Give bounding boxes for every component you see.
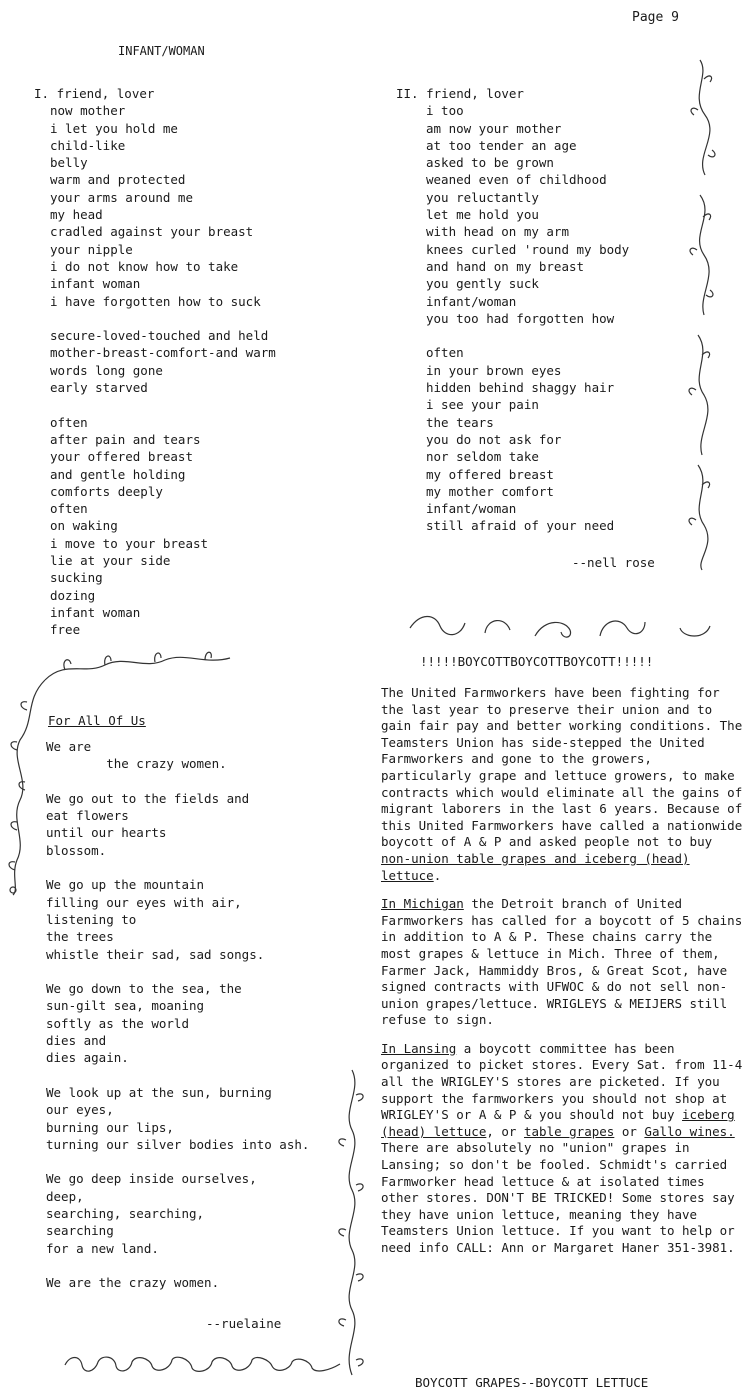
vine-decoration-right-icon (690, 55, 730, 575)
poem-for-all-of-us-line: eat flowers (46, 808, 129, 824)
poem-part-two-line: hidden behind shaggy hair (426, 380, 615, 396)
poem-part-one-line: after pain and tears (50, 431, 201, 447)
boycott-p3-underline-2: iceberg (head) lettuce (381, 1107, 735, 1139)
poem-for-all-of-us-line: We go out to the fields and (46, 790, 250, 806)
poem-part-one-line: i do not know how to take (50, 258, 239, 274)
poem-part-one-line: i move to your breast (50, 535, 209, 551)
poem-for-all-of-us-line (46, 1067, 309, 1084)
poem-part-one-line: your nipple (50, 241, 133, 257)
vine-decoration-middle-icon (338, 1065, 368, 1385)
boycott-p3-underline: In Lansing (381, 1040, 457, 1056)
poem-for-all-of-us-line: filling our eyes with air, (46, 894, 242, 910)
poem-part-one-line: words long gone (50, 362, 163, 378)
poem-for-all-of-us-line: whistle their sad, sad songs. (46, 946, 265, 962)
poem-part-one-line: comforts deeply (50, 483, 163, 499)
poem-part-one-line: secure-loved-touched and held (50, 328, 269, 344)
poem-part-two-line: i see your pain (426, 397, 539, 413)
poem-part-two-line: knees curled 'round my body (426, 241, 630, 257)
poem-part-one-line: belly (50, 155, 88, 171)
poem-part-one-line: cradled against your breast (50, 224, 254, 240)
poem-part-two-line: nor seldom take (426, 449, 539, 465)
poem-part-one-line: and gentle holding (50, 466, 186, 482)
poem-part-two-line: am now your mother (426, 120, 562, 136)
poem-for-all-of-us (46, 738, 309, 1292)
boycott-paragraph-3 (381, 1041, 743, 1257)
poem-part-two-line: II. friend, lover (396, 86, 524, 101)
poem-author-nell-rose: --nell rose (572, 555, 655, 570)
poem-part-one-line (34, 310, 276, 327)
poem-part-two-line: infant/woman (426, 293, 517, 309)
poem-for-all-of-us-line: burning our lips, (46, 1119, 174, 1135)
boycott-p1-end: . (433, 867, 442, 883)
poem-part-one-line: now mother (50, 103, 126, 119)
poem-part-two-line: my mother comfort (426, 483, 554, 499)
poem-for-all-of-us-line: We go deep inside ourselves, (46, 1171, 257, 1187)
boycott-p3-underline-3: table grapes (524, 1123, 615, 1139)
boycott-p1-underline: non-union table grapes and iceberg (head) lettuce (381, 850, 690, 883)
poem-part-one (34, 85, 276, 639)
poem-for-all-of-us-line: searching, searching, (46, 1206, 205, 1222)
boycott-p1-text: The United Farmworkers have been fighting for the last year to preserve their union and to gain fair pay and better working conditions. The Teamsters Union has side-stepped the United Farmworkers and gone to the growers, particularly grape and lettuce growers, to make contracts which would eliminate all the gains of migrant laborers in the last 6 years. Because of this United Farmworkers have called a nationwide boycott of A & P and asked people not to buy (381, 685, 743, 850)
poem-for-all-of-us-line: the crazy women. (46, 756, 227, 772)
poem-part-two-line: i too (426, 103, 464, 119)
poem-part-two-line: weaned even of childhood (426, 172, 607, 188)
poem-for-all-of-us-line (46, 1153, 309, 1170)
poem-for-all-of-us-line: dies again. (46, 1050, 129, 1066)
poem-for-all-of-us-line (46, 773, 309, 790)
poem-for-all-of-us-line: We go down to the sea, the (46, 981, 242, 997)
boycott-p3-text-a: a boycott committee has been organized to picket stores. Every Sat. from 11-4 all the WRIGLEY'S stores are picketed. If you support the farmworkers you should not shop at WRIGLEY'S or A & P & you should not buy (381, 1040, 743, 1123)
poem-part-two-line (396, 327, 629, 344)
swirl-divider-icon (405, 608, 735, 648)
poem-part-one-line: infant woman (50, 604, 141, 620)
poem-for-all-of-us-line: turning our silver bodies into ash. (46, 1136, 310, 1152)
poem-for-all-of-us-line: our eyes, (46, 1102, 114, 1118)
poem-part-two-line: and hand on my breast (426, 258, 585, 274)
poem-part-two-line: at too tender an age (426, 137, 577, 153)
boycott-footer: BOYCOTT GRAPES--BOYCOTT LETTUCE (415, 1375, 649, 1390)
page-number: Page 9 (632, 10, 679, 25)
boycott-heading: !!!!!BOYCOTTBOYCOTTBOYCOTT!!!!! (420, 654, 654, 669)
poem-part-two-line: the tears (426, 414, 494, 430)
poem-part-one-line: child-like (50, 137, 126, 153)
poem-for-all-of-us-line: searching (46, 1223, 114, 1239)
poem-for-all-of-us-line: until our hearts (46, 825, 167, 841)
poem-part-two (396, 85, 629, 535)
poem-part-two-line: you reluctantly (426, 189, 539, 205)
poem-for-all-of-us-line: We go up the mountain (46, 877, 205, 893)
poem-part-two-line: in your brown eyes (426, 362, 562, 378)
poem-part-two-line: still afraid of your need (426, 518, 615, 534)
poem-part-one-line: mother-breast-comfort-and warm (50, 345, 276, 361)
poem-for-all-of-us-line: blossom. (46, 842, 107, 858)
poem-part-one-line: i have forgotten how to suck (50, 293, 261, 309)
poem-part-two-line: often (426, 345, 464, 361)
poem-part-two-line: you do not ask for (426, 431, 562, 447)
boycott-p3-text-c: or (614, 1123, 645, 1139)
boycott-p3-text-b: , or (486, 1123, 524, 1139)
poem-part-one-line: i let you hold me (50, 120, 178, 136)
poem-for-all-of-us-line: dies and (46, 1033, 107, 1049)
poem-part-one-line: often (50, 414, 88, 430)
boycott-p3-text-d: There are absolutely no "union" grapes in Lansing; so don't be fooled. Schmidt's carried Farmworker head lettuce & at isolated times other stores. DON'T BE TRICKED! Some stores say they have union lettuce, meaning they have Teamsters Union lettuce. If you want to help or need info CALL: Ann or Margaret Haner 351-3981. (381, 1140, 735, 1255)
poem-part-two-line: you too had forgotten how (426, 310, 615, 326)
poem-for-all-of-us-line: We are (46, 739, 92, 754)
boycott-article (381, 685, 743, 1269)
poem-for-all-of-us-line (46, 859, 309, 876)
poem-for-all-of-us-line: the trees (46, 929, 114, 945)
poem-part-one-line: my head (50, 207, 103, 223)
poem-for-all-of-us-line: deep, (46, 1188, 84, 1204)
poem-for-all-of-us-line: sun-gilt sea, moaning (46, 998, 205, 1014)
poem-part-two-line: asked to be grown (426, 155, 554, 171)
poem-for-all-of-us-line: softly as the world (46, 1015, 189, 1031)
poem-for-all-of-us-line: listening to (46, 911, 137, 927)
poem-part-one-line: your arms around me (50, 189, 193, 205)
poem-for-all-of-us-line (46, 963, 309, 980)
poem-part-one-line: early starved (50, 380, 148, 396)
boycott-p2-underline: In Michigan (381, 896, 464, 912)
poem-for-all-of-us-line (46, 1257, 309, 1274)
poem-title-infant-woman: INFANT/WOMAN (118, 44, 205, 58)
poem-title-for-all-of-us: For All Of Us (48, 713, 146, 728)
poem-part-two-line: with head on my arm (426, 224, 569, 240)
poem-part-one-line: lie at your side (50, 553, 171, 569)
bottom-swirl-decoration-icon (60, 1350, 360, 1380)
poem-part-two-line: you gently suck (426, 276, 539, 292)
poem-author-ruelaine: --ruelaine (206, 1316, 282, 1331)
poem-part-one-line: I. friend, lover (34, 86, 155, 101)
poem-for-all-of-us-line: We look up at the sun, burning (46, 1084, 272, 1100)
poem-part-two-line: my offered breast (426, 466, 554, 482)
poem-part-one-line: free (50, 622, 81, 638)
poem-for-all-of-us-line: We are the crazy women. (46, 1275, 220, 1291)
poem-part-one-line: sucking (50, 570, 103, 586)
boycott-paragraph-1 (381, 685, 743, 884)
poem-part-two-line: infant/woman (426, 501, 517, 517)
poem-part-one-line (34, 396, 276, 413)
poem-part-one-line: on waking (50, 518, 118, 534)
poem-part-one-line: often (50, 501, 88, 517)
poem-part-one-line: dozing (50, 587, 96, 603)
poem-part-one-line: warm and protected (50, 172, 186, 188)
boycott-p3-underline-4: Gallo wines. (644, 1123, 735, 1139)
boycott-paragraph-2 (381, 896, 743, 1029)
poem-part-one-line: infant woman (50, 276, 141, 292)
poem-for-all-of-us-line: for a new land. (46, 1240, 159, 1256)
boycott-p2-text: the Detroit branch of United Farmworkers has called for a boycott of 5 chains in addition to A & P. These chains carry the most grapes & lettuce in Mich. Three of them, Farmer Jack, Hammiddy Bros, & Great Scot, have signed contracts with UFWOC & do not sell non-union grapes/lettuce. WRIGLEYS & MEIJERS still refuse to sign. (381, 896, 743, 1028)
poem-part-one-line: your offered breast (50, 449, 193, 465)
poem-part-two-line: let me hold you (426, 207, 539, 223)
